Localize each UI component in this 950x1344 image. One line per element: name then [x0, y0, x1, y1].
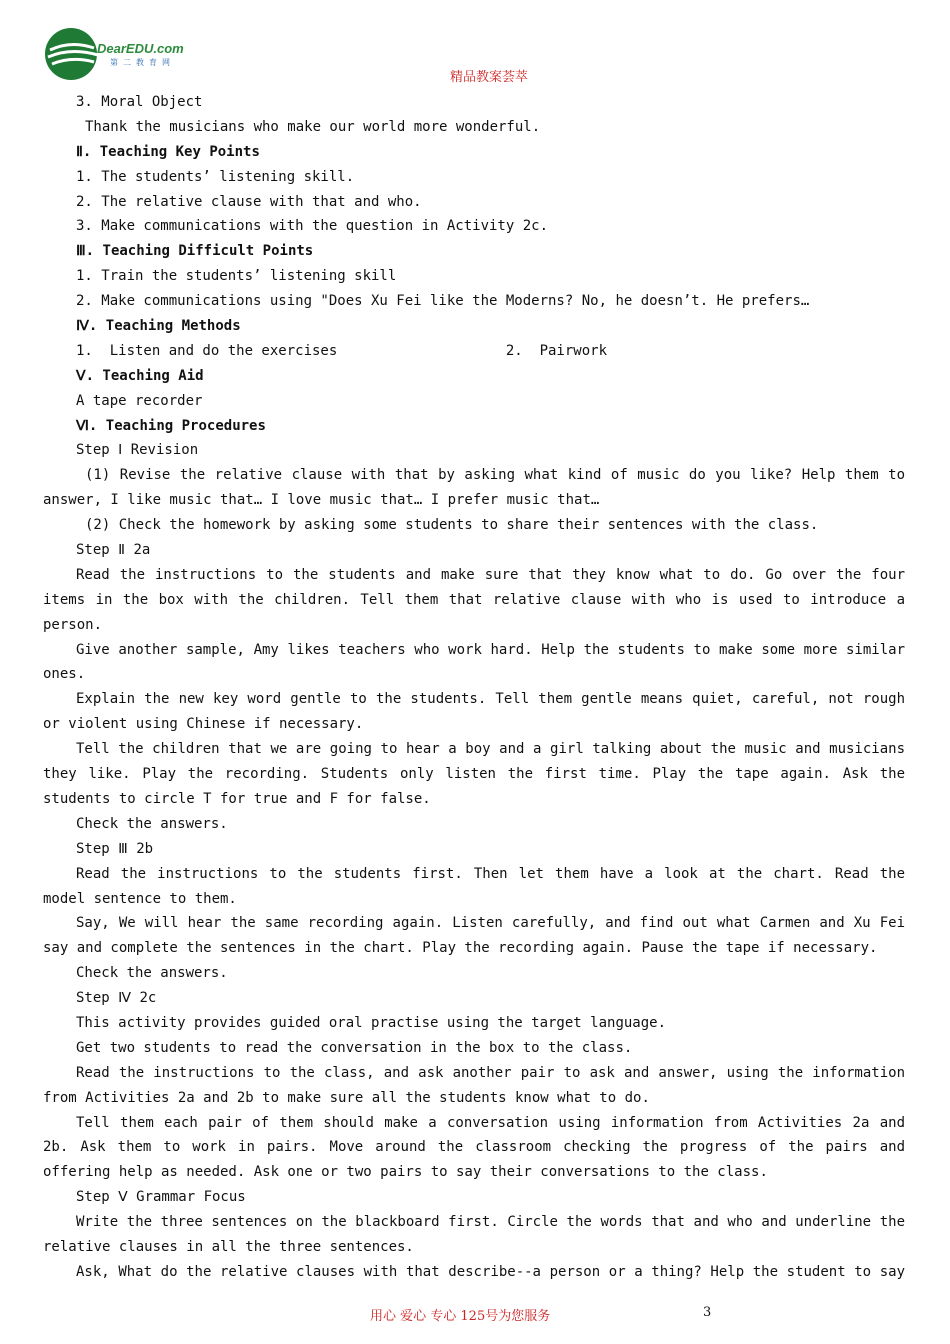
text-line: say and complete the sentences in the chart. Play the recording again. Pause the tape if necessary. [43, 940, 878, 957]
text-line: Explain the new key word gentle to the students. Tell them gentle means quiet, careful, not rough [76, 691, 905, 708]
step-heading: Step Ⅰ Revision [76, 442, 199, 459]
section-heading: Ⅵ. Teaching Procedures [76, 417, 266, 434]
text-line: Check the answers. [76, 965, 228, 982]
step-heading: Step Ⅲ 2b [76, 840, 154, 857]
text-line: they like. Play the recording. Students only listen the first time. Play the tape again. Ask the [43, 766, 905, 783]
step-heading: Step Ⅴ Grammar Focus [76, 1189, 246, 1206]
section-heading: Ⅲ. Teaching Difficult Points [76, 243, 314, 260]
header-title: 精品教案荟萃 [450, 70, 529, 85]
text-line: Read the instructions to the students and make sure that they know what to do. Go over the four [76, 566, 905, 583]
logo-text: DearEDU.com [97, 41, 184, 56]
text-line: model sentence to them. [43, 890, 237, 907]
text-line: person. [43, 616, 103, 633]
text-line: 1. Train the students’ listening skill [76, 268, 397, 285]
text-line: Get two students to read the conversation in the box to the class. [76, 1039, 633, 1056]
document-body [43, 90, 905, 1285]
text-line: Ask, What do the relative clauses with that describe--a person or a thing? Help the student to say [76, 1263, 905, 1280]
section-heading: Ⅴ. Teaching Aid [76, 367, 204, 384]
text-line: or violent using Chinese if necessary. [43, 716, 364, 733]
text-line: Read the instructions to the students first. Then let them have a look at the chart. Read the [76, 865, 905, 882]
text-line: 3. Moral Object [76, 94, 203, 110]
text-line: students to circle T for true and F for false. [43, 790, 431, 807]
text-line: Give another sample, Amy likes teachers who work hard. Help the students to make some more similar [76, 641, 905, 658]
text-line: A tape recorder [76, 392, 203, 409]
text-line: This activity provides guided oral practise using the target language. [76, 1014, 667, 1031]
logo-emblem-icon [44, 26, 104, 82]
text-line: offering help as needed. Ask one or two pairs to say their conversations to the class. [43, 1164, 768, 1181]
text-line: (2) Check the homework by asking some students to share their sentences with the class. [85, 517, 819, 534]
text-line: answer, I like music that… I love music that… I prefer music that… [43, 492, 600, 509]
text-line: relative clauses in all the three sentences. [43, 1238, 414, 1255]
text-line: 1. Listen and do the exercises 2. Pairwork [76, 342, 608, 359]
text-line: items in the box with the children. Tell them that relative clause with who is used to introduce a [43, 591, 905, 608]
step-heading: Step Ⅳ 2c [76, 990, 157, 1007]
text-line: Tell them each pair of them should make a conversation using information from Activities 2a and [76, 1114, 905, 1131]
footer-slogan: 用心 爱心 专心 125号为您服务 [370, 1309, 551, 1324]
text-line: Write the three sentences on the blackboard first. Circle the words that and who and underline the [76, 1214, 905, 1231]
text-line: 3. Make communications with the question in Activity 2c. [76, 218, 549, 235]
text-line: Tell the children that we are going to hear a boy and a girl talking about the music and musicians [76, 741, 905, 758]
logo-subtitle: 第二教育网 [110, 58, 175, 67]
page-number: 3 [703, 1305, 712, 1320]
step-heading: Step Ⅱ 2a [76, 542, 151, 559]
text-line: 2. The relative clause with that and who. [76, 193, 422, 210]
section-heading: Ⅳ. Teaching Methods [76, 318, 241, 335]
section-heading: Ⅱ. Teaching Key Points [76, 143, 260, 160]
text-line: 1. The students’ listening skill. [76, 168, 355, 185]
text-line: Read the instructions to the class, and ask another pair to ask and answer, using the information [76, 1064, 905, 1081]
text-line: ones. [43, 666, 86, 683]
text-line: 2b. Ask them to work in pairs. Move around the classroom checking the progress of the pairs and [43, 1139, 905, 1156]
text-line: Check the answers. [76, 815, 228, 832]
text-line: Thank the musicians who make our world more wonderful. [85, 118, 541, 135]
text-line: (1) Revise the relative clause with that by asking what kind of music do you like? Help them to [85, 467, 905, 484]
text-line: 2. Make communications using "Does Xu Fei like the Moderns? No, he doesn’t. He prefers… [76, 293, 810, 310]
text-line: Say, We will hear the same recording again. Listen carefully, and find out what Carmen and Xu Fei [76, 915, 905, 932]
text-line: from Activities 2a and 2b to make sure all the students know what to do. [43, 1089, 650, 1106]
